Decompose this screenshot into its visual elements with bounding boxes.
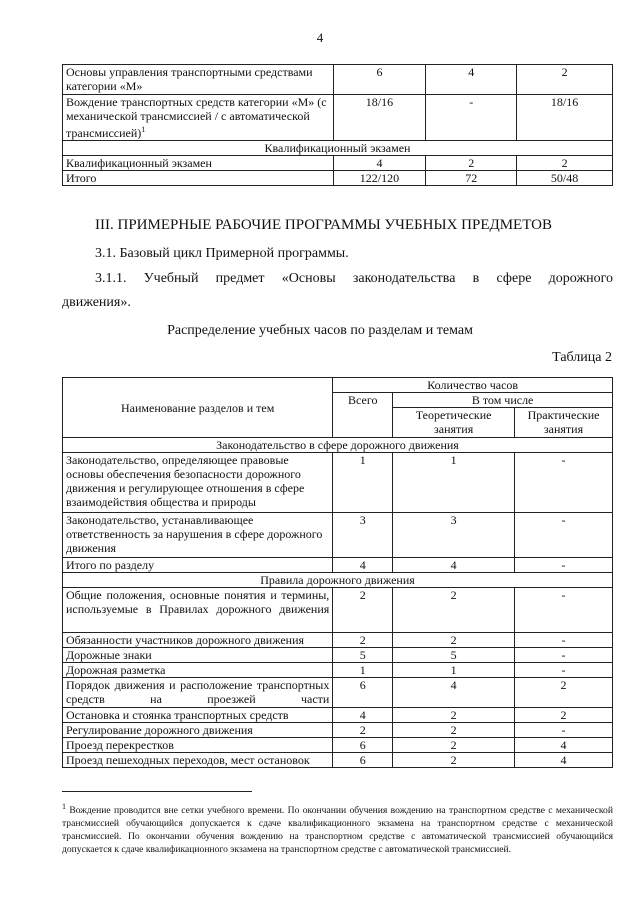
cell-name: Дорожные знаки [63, 648, 333, 663]
header-practice: Практические занятия [515, 408, 613, 438]
cell-theory: 2 [393, 753, 515, 768]
cell-theory: - [426, 95, 517, 141]
paragraph-subject-cont: движения». [62, 295, 131, 310]
footnote-mark: 1 [141, 125, 146, 134]
cell-practice: 2 [517, 65, 613, 95]
paragraph-cycle: 3.1. Базовый цикл Примерной программы. [95, 246, 349, 261]
footnote-text: Вождение проводится вне сетки учебного времени. По окончании обучения вождению на транспортном средстве с механической трансмиссией обучающийся допускается к сдаче квалификационного экзамена на транспортном средстве с механической трансмиссией. По окончании обучения вождению на транспортном средстве с автоматической трансмиссией обучающийся допускается к сдаче квалификационного экзамена на транспортном средстве с автоматической трансмиссией. [62, 805, 613, 856]
table-section-row [63, 141, 613, 156]
header-theory: Теоретические занятия [393, 408, 515, 438]
table-row [63, 453, 613, 513]
table-row [63, 678, 613, 708]
cell-total: 6 [333, 753, 393, 768]
cell-name: Дорожная разметка [63, 663, 333, 678]
table-row [63, 633, 613, 648]
cell-theory: 2 [393, 738, 515, 753]
table-row [63, 723, 613, 738]
cell-theory: 2 [426, 156, 517, 171]
cell-total: 1 [333, 663, 393, 678]
cell-name: Основы управления транспортными средствами категории «М» [63, 65, 334, 95]
footnote-mark: 1 [62, 802, 66, 811]
cell-name: Законодательство, устанавливающее ответственность за нарушения в сфере дорожного движения [63, 513, 333, 558]
cell-practice: - [515, 558, 613, 573]
cell-theory: 4 [393, 558, 515, 573]
cell-practice: 2 [517, 156, 613, 171]
cell-total: 5 [333, 648, 393, 663]
cell-practice: - [515, 633, 613, 648]
cell-total: 2 [333, 723, 393, 738]
cell-total: 4 [333, 708, 393, 723]
cell-total: 18/16 [333, 95, 426, 141]
cell-practice: - [515, 663, 613, 678]
curriculum-table-continued [62, 64, 613, 186]
cell-name: Квалификационный экзамен [63, 156, 334, 171]
table-row [63, 513, 613, 558]
cell-total: 6 [333, 65, 426, 95]
cell-total: 4 [333, 558, 393, 573]
cell-practice: 18/16 [517, 95, 613, 141]
cell-name: Проезд перекрестков [63, 738, 333, 753]
cell-total: 122/120 [333, 171, 426, 186]
cell-total: 1 [333, 453, 393, 513]
table-row [63, 95, 613, 141]
cell-theory: 72 [426, 171, 517, 186]
table-row [63, 648, 613, 663]
cell-name: Регулирование дорожного движения [63, 723, 333, 738]
cell-practice: 2 [515, 708, 613, 723]
table-section-row [63, 438, 613, 453]
cell-practice: - [515, 723, 613, 738]
cell-total: 2 [333, 633, 393, 648]
cell-practice: - [515, 453, 613, 513]
cell-practice: - [515, 648, 613, 663]
table-label: Таблица 2 [552, 350, 612, 365]
cell-total: 3 [333, 513, 393, 558]
cell-total: 6 [333, 738, 393, 753]
header-total: Всего [333, 393, 393, 438]
footnote-divider [62, 791, 252, 792]
cell-theory: 1 [393, 453, 515, 513]
hours-distribution-table [62, 377, 613, 768]
header-incl: В том числе [393, 393, 613, 408]
cell-theory: 2 [393, 633, 515, 648]
cell-theory: 4 [393, 678, 515, 708]
cell-name: Итого [63, 171, 334, 186]
cell-name: Порядок движения и расположение транспортных средств на проезжей части [63, 678, 333, 708]
cell-practice: - [515, 588, 613, 633]
table-row [63, 738, 613, 753]
table-header-row [63, 378, 613, 393]
cell-name-text: Вождение транспортных средств категории «М» (с механической трансмиссией / с автоматической трансмиссией) [66, 95, 327, 140]
cell-total: 2 [333, 588, 393, 633]
paragraph-subject: 3.1.1. Учебный предмет «Основы законодательства в сфере дорожного [95, 271, 613, 286]
cell-theory: 3 [393, 513, 515, 558]
table-row [63, 663, 613, 678]
page-number: 4 [316, 30, 324, 45]
cell-name: Проезд пешеходных переходов, мест остановок [63, 753, 333, 768]
section-header: Законодательство в сфере дорожного движения [63, 438, 613, 453]
cell-practice: 4 [515, 753, 613, 768]
table-total-row [63, 171, 613, 186]
table-row [63, 65, 613, 95]
table-section-row [63, 573, 613, 588]
table-row [63, 708, 613, 723]
cell-theory: 4 [426, 65, 517, 95]
cell-name: Законодательство, определяющее правовые основы обеспечения безопасности дорожного движения и регулирующее отношения в сфере взаимодействия общества и природы [63, 453, 333, 513]
cell-theory: 2 [393, 708, 515, 723]
table-caption: Распределение учебных часов по разделам и темам [167, 323, 473, 338]
table-row [63, 156, 613, 171]
cell-name: Остановка и стоянка транспортных средств [63, 708, 333, 723]
cell-theory: 1 [393, 663, 515, 678]
cell-total: 6 [333, 678, 393, 708]
cell-name: Обязанности участников дорожного движения [63, 633, 333, 648]
cell-name [63, 95, 334, 141]
cell-theory: 2 [393, 588, 515, 633]
cell-total: 4 [333, 156, 426, 171]
section-header: Квалификационный экзамен [63, 141, 613, 156]
cell-practice: 2 [515, 678, 613, 708]
cell-practice: 50/48 [517, 171, 613, 186]
table-total-row [63, 558, 613, 573]
cell-practice: 4 [515, 738, 613, 753]
cell-name: Общие положения, основные понятия и термины, используемые в Правилах дорожного движения [63, 588, 333, 633]
table-row [63, 753, 613, 768]
section-header: Правила дорожного движения [63, 573, 613, 588]
cell-theory: 5 [393, 648, 515, 663]
cell-theory: 2 [393, 723, 515, 738]
section-title: III. ПРИМЕРНЫЕ РАБОЧИЕ ПРОГРАММЫ УЧЕБНЫХ ПРЕДМЕТОВ [95, 217, 553, 233]
header-name: Наименование разделов и тем [63, 378, 333, 438]
cell-name: Итого по разделу [63, 558, 333, 573]
cell-practice: - [515, 513, 613, 558]
footnote [62, 800, 613, 856]
table-row [63, 588, 613, 633]
header-hours: Количество часов [333, 378, 613, 393]
